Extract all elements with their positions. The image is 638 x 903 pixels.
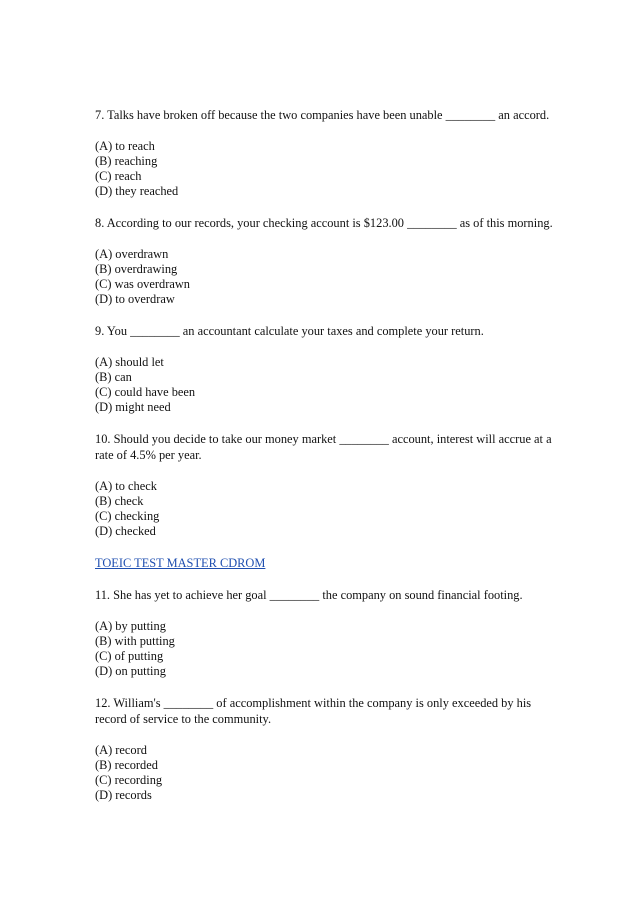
option-a: (A) to check [95,479,157,493]
answer-options [95,139,555,199]
option-d: (D) might need [95,400,171,414]
option-a: (A) should let [95,355,164,369]
option-b: (B) reaching [95,154,158,168]
option-c: (C) of putting [95,649,164,663]
question-7 [95,107,555,199]
option-a: (A) overdrawn [95,247,169,261]
option-a: (A) record [95,743,147,757]
toeic-cdrom-link[interactable]: TOEIC TEST MASTER CDROM [95,556,266,570]
option-d: (D) to overdraw [95,292,175,306]
answer-options [95,247,555,307]
answer-options [95,743,555,803]
promo-link-row [95,555,555,571]
question-11 [95,587,555,679]
question-text: 11. She has yet to achieve her goal ________ the company on sound financial footing. [95,588,523,602]
option-c: (C) reach [95,169,142,183]
question-10 [95,431,555,539]
document-page [95,107,555,803]
option-c: (C) was overdrawn [95,277,190,291]
option-a: (A) by putting [95,619,166,633]
question-8 [95,215,555,307]
option-b: (B) recorded [95,758,158,772]
question-9 [95,323,555,415]
answer-options [95,355,555,415]
option-c: (C) could have been [95,385,196,399]
question-text: 10. Should you decide to take our money market ________ account, interest will accrue at a rate of 4.5% per year. [95,432,552,462]
question-12 [95,695,555,803]
question-text: 9. You ________ an accountant calculate your taxes and complete your return. [95,324,484,338]
option-b: (B) overdrawing [95,262,178,276]
option-b: (B) check [95,494,144,508]
answer-options [95,619,555,679]
option-a: (A) to reach [95,139,155,153]
answer-options [95,479,555,539]
question-text: 7. Talks have broken off because the two companies have been unable ________ an accord. [95,108,550,122]
option-d: (D) checked [95,524,156,538]
option-b: (B) can [95,370,132,384]
option-d: (D) on putting [95,664,166,678]
option-d: (D) records [95,788,152,802]
option-c: (C) recording [95,773,163,787]
option-c: (C) checking [95,509,160,523]
option-b: (B) with putting [95,634,175,648]
question-text: 8. According to our records, your checking account is $123.00 ________ as of this morning. [95,216,553,230]
question-text: 12. William's ________ of accomplishment within the company is only exceeded by his record of service to the community. [95,696,532,726]
option-d: (D) they reached [95,184,179,198]
